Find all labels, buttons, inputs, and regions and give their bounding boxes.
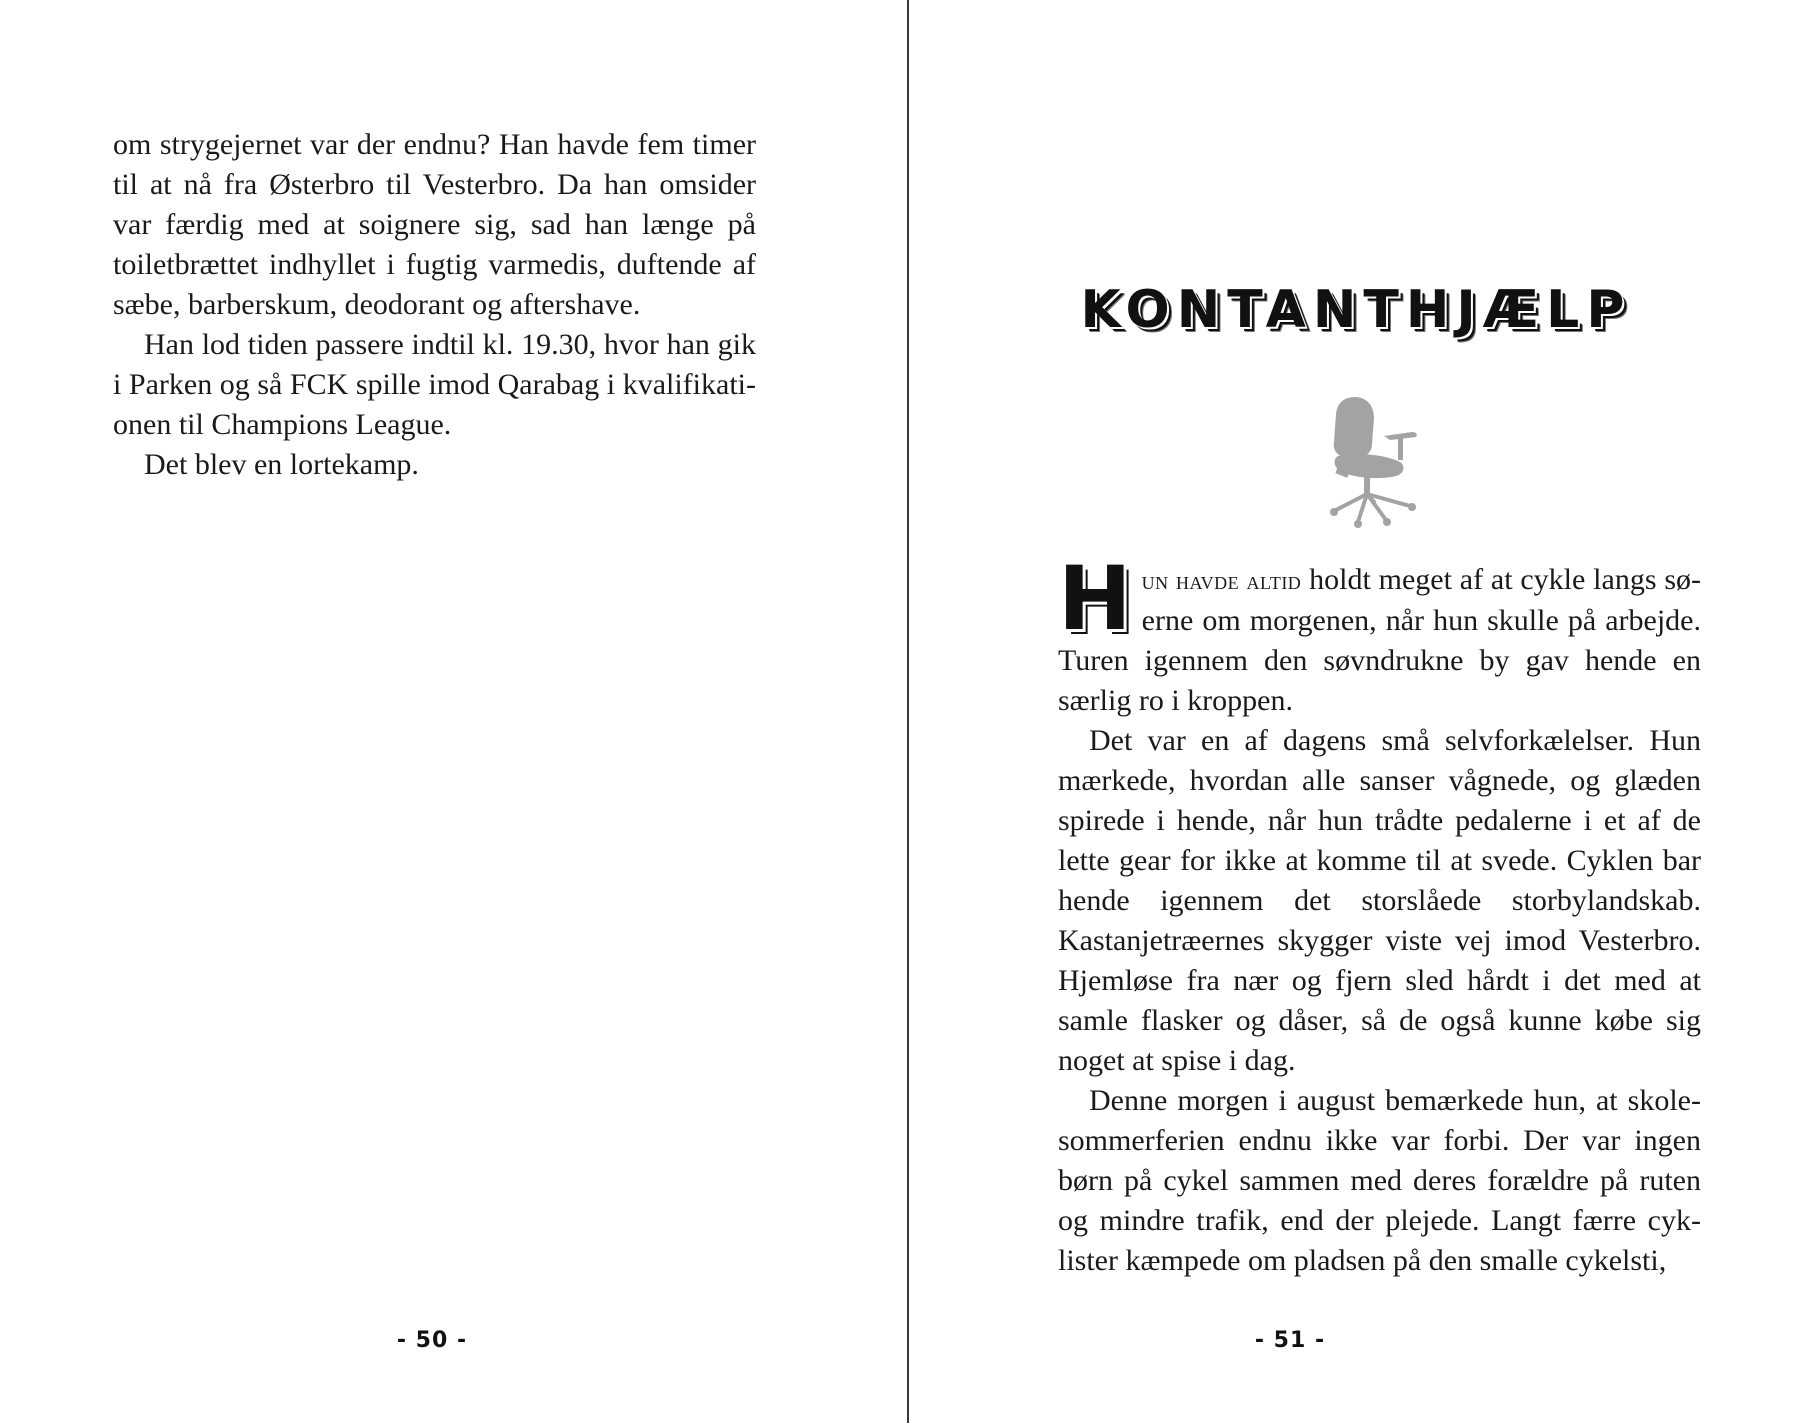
first-paragraph-text: holdt meget af at cykle langs søerne om morgenen, når hun skulle på arbejde. Turen igennem den søvndrukne by gav hende en særlig ro i kroppen. xyxy=(1058,563,1701,717)
page-number-left: - 50 - xyxy=(396,1328,468,1353)
book-gutter xyxy=(907,0,909,1423)
left-paragraph-1: om strygejernet var der endnu? Han havde fem timer til at nå fra Østerbro til Vesterbro. Da han omsider var færdig med at soignere sig, sad han længe på toiletbrættet indhyllet i fugtig varmedis, duftende af sæbe, barberskum, deodorant og aftershave. xyxy=(113,128,756,321)
left-page-body xyxy=(113,125,756,485)
right-paragraph-2: Det var en af dagens små selvforkælelser. Hun mærkede, hvordan alle sanser vågnede, og glæden spirede i hende, når hun trådte pedalerne i et af de lette gear for ikke at komme til at svede. Cyklen bar hende igennem det storslåede storbylandskab. Kastanjetræernes skygger viste vej imod Vesterbro. Hjemløse fra nær og fjern sled hårdt i det med at samle flasker og dåser, så de også kunne købe sig noget at spise i dag. xyxy=(1058,724,1701,1077)
opening-small-caps: un havde altid xyxy=(1141,566,1302,595)
right-page-body xyxy=(1058,547,1701,1281)
right-paragraph-3: Denne morgen i august bemærkede hun, at skolesommerferien endnu ikke var forbi. Der var ingen børn på cykel sammen med deres forældre på ruten og mindre trafik, end der plejede. Langt færre cyklister kæmpede om pladsen på den smalle cykelsti, xyxy=(1058,1084,1701,1277)
page-number-right: - 51 - xyxy=(1254,1328,1326,1353)
chapter-title: KONTANTHJÆLP xyxy=(1080,280,1632,340)
right-page xyxy=(910,0,1802,1423)
right-paragraph-1 xyxy=(1058,547,1701,721)
left-paragraph-2: Han lod tiden passere indtil kl. 19.30, hvor han gik i Parken og så FCK spille imod Qarabag i kvalifikationen til Champions League. xyxy=(113,328,756,441)
office-chair-icon xyxy=(1324,396,1420,528)
drop-cap: H xyxy=(1058,547,1132,650)
left-paragraph-3: Det blev en lortekamp. xyxy=(144,448,419,481)
